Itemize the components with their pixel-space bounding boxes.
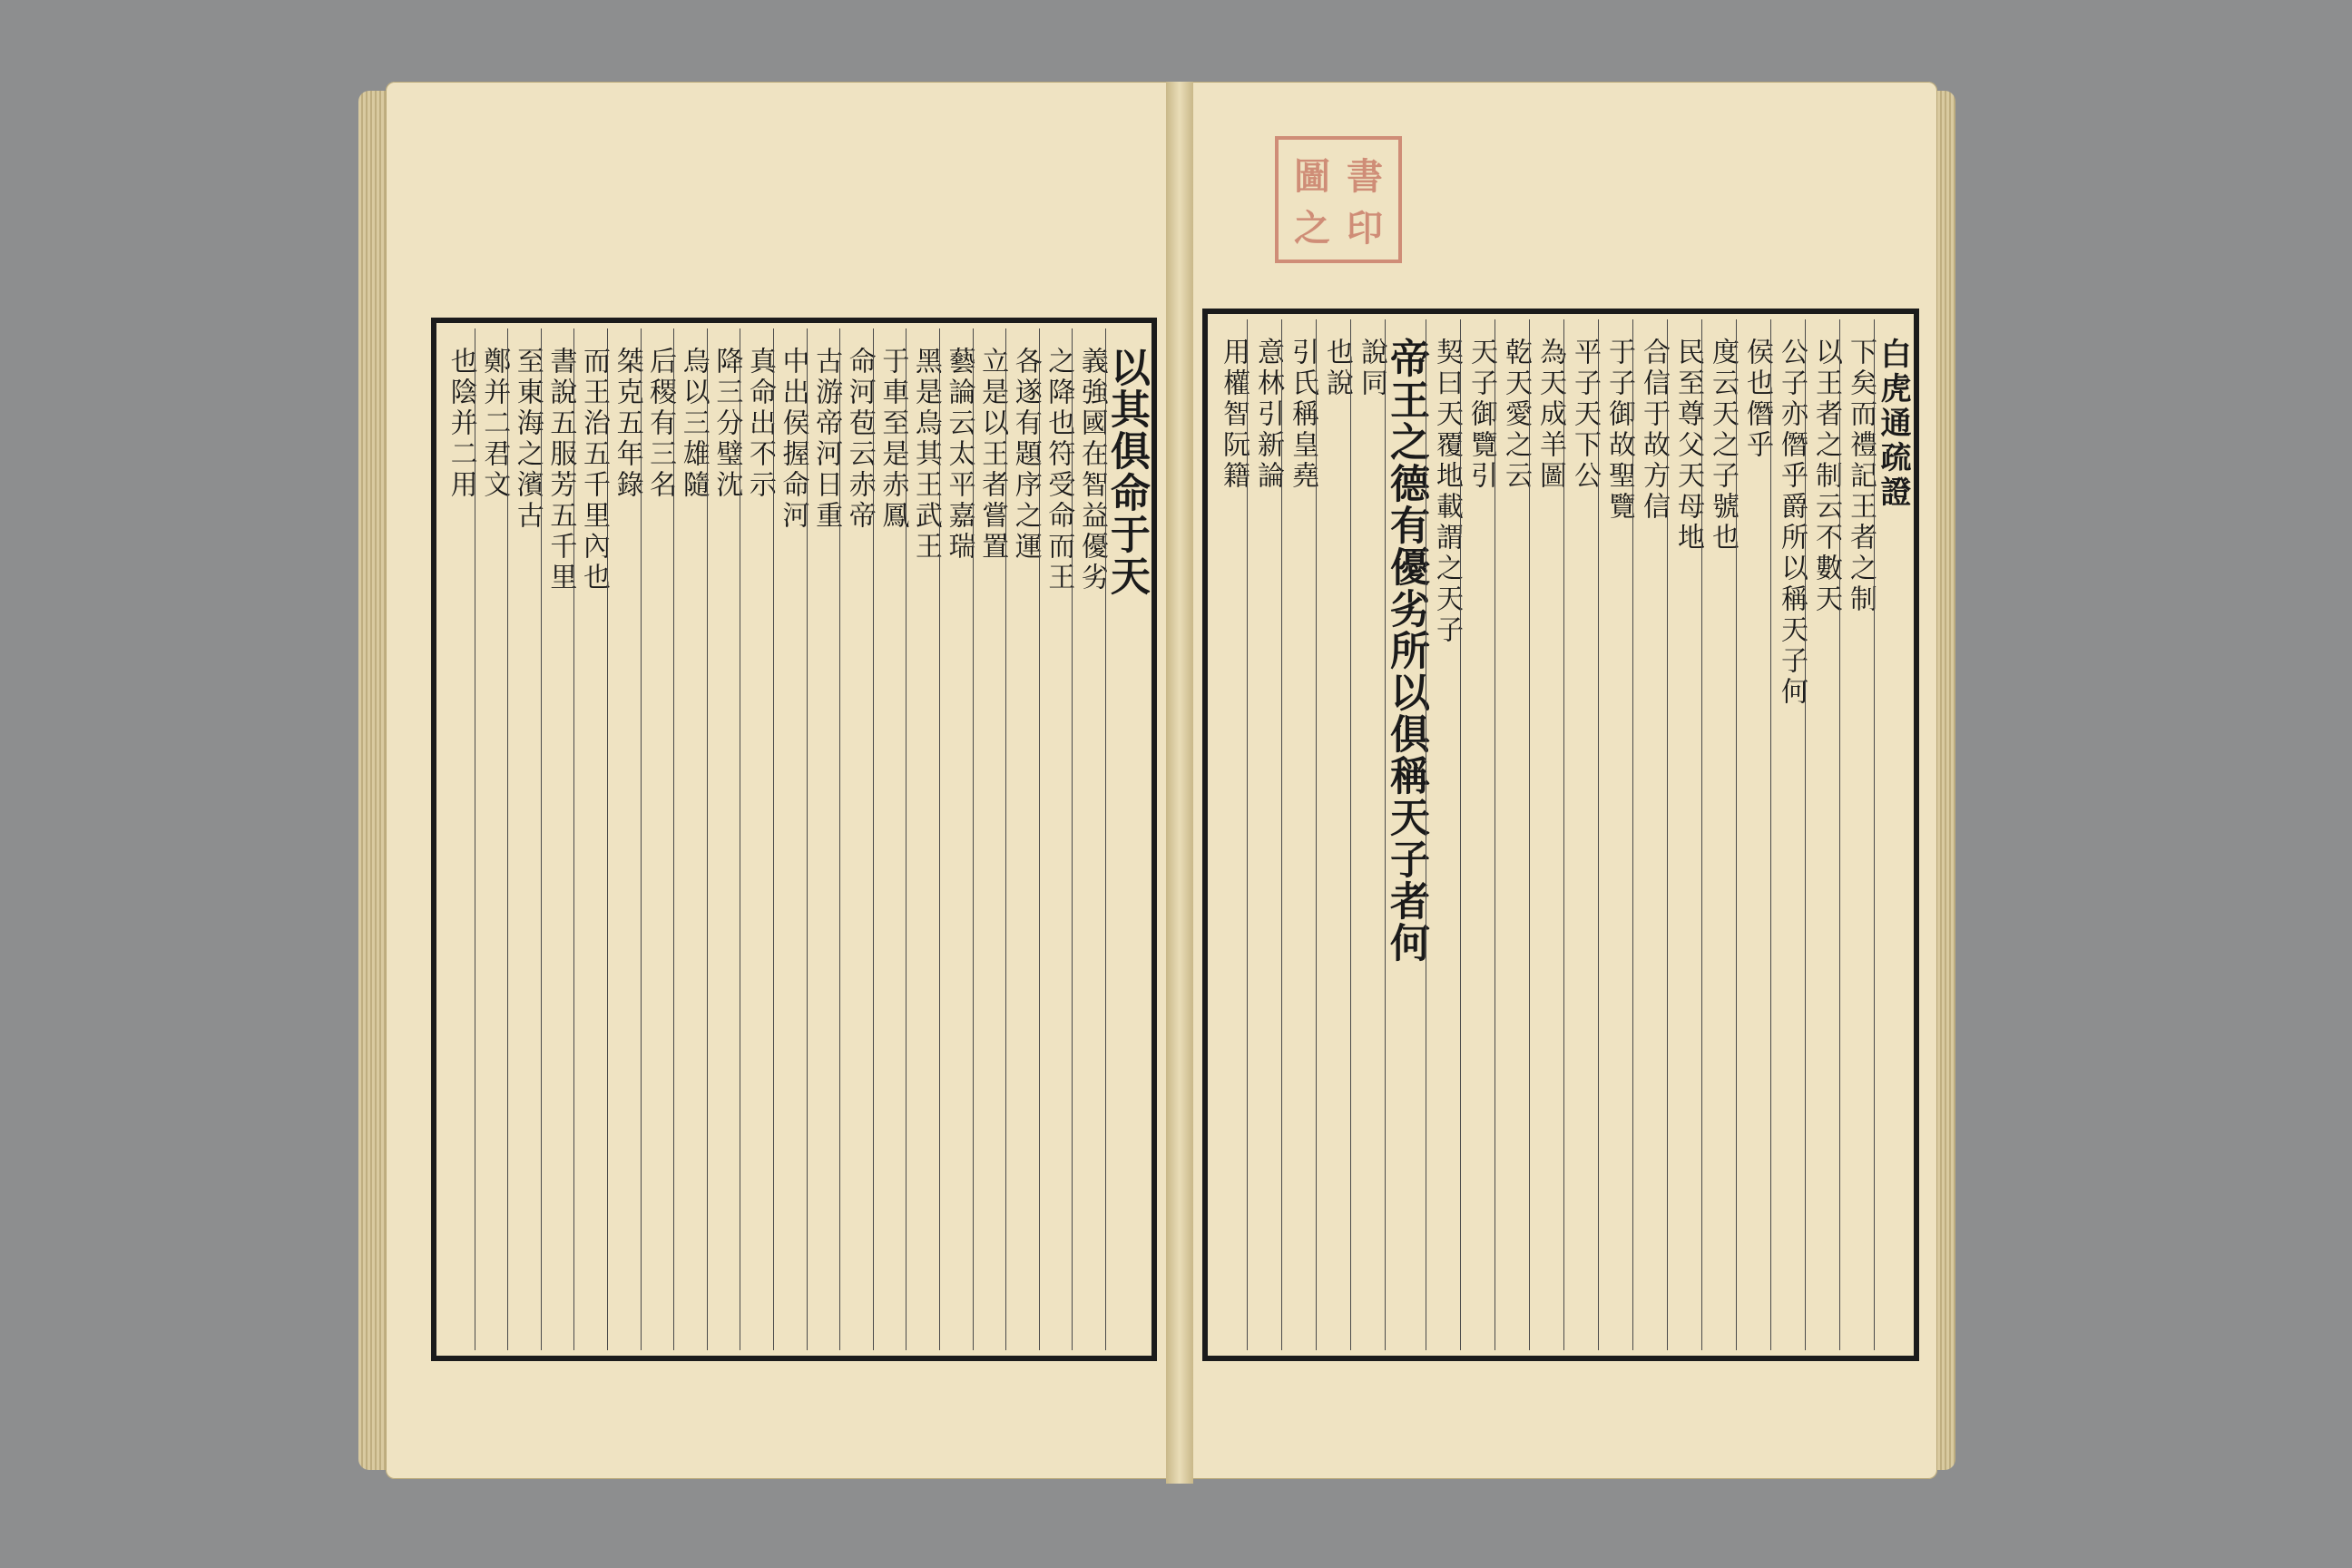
left-title-column: 以其俱命于天 bbox=[1105, 328, 1146, 1350]
right-text-column: 天子御覽引 bbox=[1460, 319, 1494, 1350]
right-text-column: 民至尊父天母地 bbox=[1667, 319, 1701, 1350]
book-gutter bbox=[1166, 82, 1193, 1484]
right-text-column: 為天成羊圖 bbox=[1529, 319, 1563, 1350]
right-text-column: 公子亦僭乎爵所以稱天子何 bbox=[1770, 319, 1805, 1350]
right-text-column: 說同 bbox=[1350, 319, 1385, 1350]
right-title-column: 白虎通疏證 bbox=[1874, 319, 1908, 1350]
left-text-column: 黑是烏其王武王 bbox=[906, 328, 939, 1350]
seal-character: 圖 bbox=[1294, 155, 1330, 198]
right-text-column: 契曰天覆地載謂之天子 bbox=[1426, 319, 1460, 1350]
left-text-column: 于車至是赤鳳 bbox=[873, 328, 906, 1350]
seal-character: 印 bbox=[1347, 207, 1383, 250]
left-text-frame bbox=[431, 318, 1157, 1361]
left-text-column: 書說五服芳五千里 bbox=[541, 328, 574, 1350]
left-text-column: 藝論云太平嘉瑞 bbox=[939, 328, 973, 1350]
right-text-column: 意林引新論 bbox=[1247, 319, 1281, 1350]
left-text-column: 中出侯握命河 bbox=[773, 328, 807, 1350]
left-text-column: 也陰并二用 bbox=[445, 347, 477, 501]
right-text-column: 引氏稱皇堯 bbox=[1281, 319, 1316, 1350]
open-book bbox=[358, 82, 1955, 1497]
left-text-column: 桀克五年錄 bbox=[607, 328, 641, 1350]
right-columns bbox=[1213, 319, 1911, 1350]
left-text-column: 真命出不示 bbox=[740, 328, 773, 1350]
right-text-column: 合信于故方信 bbox=[1632, 319, 1667, 1350]
left-text-column: 古游帝河日重 bbox=[807, 328, 840, 1350]
seal-character: 之 bbox=[1294, 207, 1330, 250]
left-text-column: 各遂有題序之運 bbox=[1005, 328, 1039, 1350]
right-text-column: 下矣而禮記王者之制 bbox=[1839, 319, 1874, 1350]
left-text-column: 立是以王者嘗置 bbox=[973, 328, 1006, 1350]
right-text-column: 于子御故聖覽 bbox=[1598, 319, 1632, 1350]
left-text-column: 降三分璧沈 bbox=[707, 328, 740, 1350]
right-text-column: 平子天下公 bbox=[1563, 319, 1598, 1350]
right-text-frame bbox=[1202, 309, 1919, 1361]
left-text-column: 義強國在智益優劣 bbox=[1072, 328, 1105, 1350]
left-text-column: 后稷有三名 bbox=[641, 328, 674, 1350]
left-text-column: 烏以三雄隨 bbox=[673, 328, 707, 1350]
left-text-column: 之降也符受命而王 bbox=[1039, 328, 1073, 1350]
left-text-column: 至東海之濱古 bbox=[507, 328, 541, 1350]
left-text-column: 鄭并二君文 bbox=[475, 328, 508, 1350]
seal-character: 書 bbox=[1347, 155, 1383, 198]
right-text-column: 侯也僭乎 bbox=[1736, 319, 1770, 1350]
right-text-column: 也說 bbox=[1316, 319, 1350, 1350]
red-seal-stamp bbox=[1275, 136, 1402, 263]
right-text-column: 用權智阮籍 bbox=[1218, 338, 1250, 492]
right-text-column: 乾天愛之云 bbox=[1494, 319, 1529, 1350]
left-columns bbox=[442, 328, 1150, 1350]
right-text-column: 以王者之制云不數天 bbox=[1805, 319, 1839, 1350]
left-text-column: 命河苞云赤帝 bbox=[839, 328, 873, 1350]
left-text-column: 而王治五千里內也 bbox=[573, 328, 607, 1350]
right-text-column: 帝王之德有優劣所以俱稱天子者何 bbox=[1385, 319, 1426, 1350]
right-text-column: 度云天之子號也 bbox=[1701, 319, 1736, 1350]
